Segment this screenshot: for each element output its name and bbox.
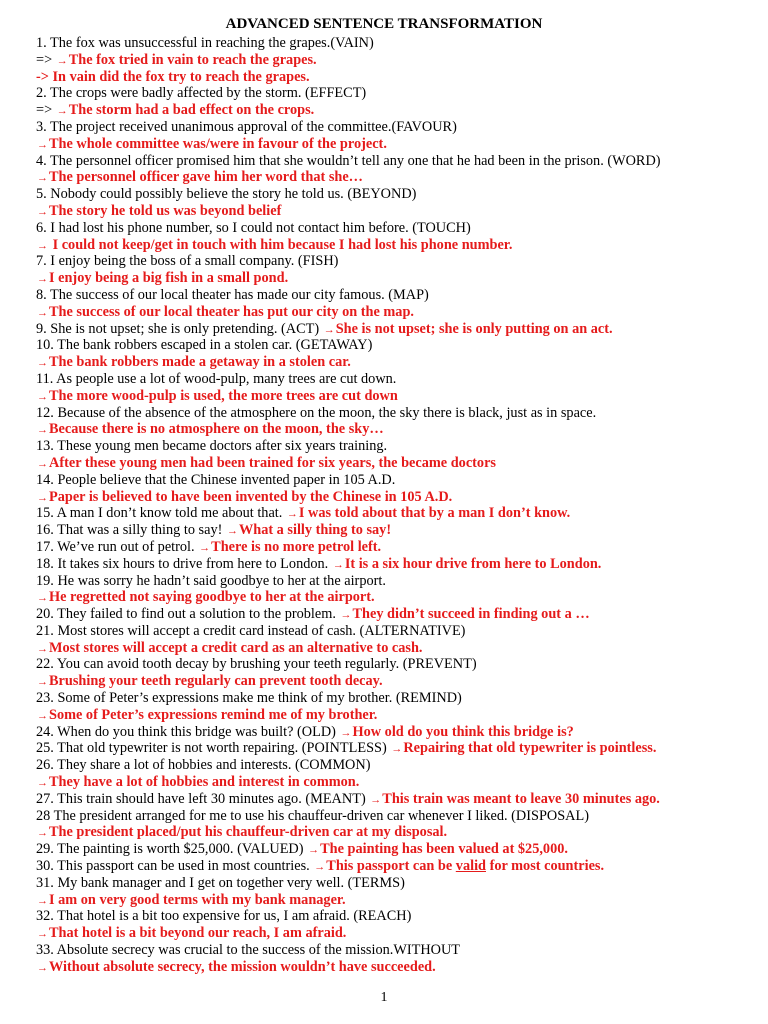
- answer-text: It is a six hour drive from here to London.: [344, 555, 602, 572]
- answer-text: There is no more petrol left.: [211, 538, 382, 555]
- answer-text: The fox tried in vain to reach the grapes.: [68, 51, 317, 68]
- arrow-icon: →: [37, 709, 48, 722]
- text-line: [36, 438, 766, 455]
- text-line: [36, 35, 766, 52]
- text-line: [36, 640, 766, 657]
- arrow-icon: →: [323, 323, 335, 336]
- text-line: [36, 690, 766, 707]
- answer-text: I enjoy being a big fish in a small pond.: [49, 270, 289, 287]
- text-line: [36, 673, 766, 690]
- answer-text: What a silly thing to say!: [238, 522, 392, 539]
- text-line: [36, 321, 766, 338]
- question-text: 15. A man I don’t know told me about that.: [36, 505, 286, 522]
- arrow-icon: →: [37, 357, 48, 370]
- question-text: 25. That old typewriter is not worth repairing. (POINTLESS): [36, 740, 391, 757]
- text-line: [36, 908, 766, 925]
- answer-text-continued: for most countries.: [486, 858, 605, 875]
- question-text: 10. The bank robbers escaped in a stolen car. (GETAWAY): [36, 337, 373, 354]
- arrow-icon: →: [37, 592, 48, 605]
- text-line: [36, 186, 766, 203]
- text-line: [36, 270, 766, 287]
- text-line: [36, 556, 766, 573]
- page-number: 1: [380, 990, 388, 1005]
- answer-text: After these young men had been trained for six years, the became doctors: [49, 454, 496, 471]
- text-line: [36, 304, 766, 321]
- question-text: 18. It takes six hours to drive from here to London.: [36, 555, 332, 572]
- answer-text: Most stores will accept a credit card as an alternative to cash.: [49, 639, 423, 656]
- text-line: [36, 371, 766, 388]
- answer-text: The president placed/put his chauffeur-driven car at my disposal.: [49, 824, 448, 841]
- arrow-icon: →: [340, 609, 352, 622]
- question-text: 5. Nobody could possibly believe the story he told us. (BEYOND): [36, 186, 417, 203]
- answer-text: She is not upset; she is only putting on an act.: [335, 320, 613, 337]
- text-line: [36, 522, 766, 539]
- question-text: 33. Absolute secrecy was crucial to the success of the mission.WITHOUT: [36, 942, 461, 959]
- answer-text: The painting has been valued at $25,000.: [320, 841, 568, 858]
- arrow-icon: →: [37, 138, 48, 151]
- text-line: [36, 52, 766, 69]
- arrow-icon: →: [286, 508, 298, 521]
- text-line: [36, 472, 766, 489]
- text-line: [36, 791, 766, 808]
- answer-text: The storm had a bad effect on the crops.: [68, 102, 315, 119]
- text-line: [36, 656, 766, 673]
- text-line: [36, 169, 766, 186]
- answer-text: Paper is believed to have been invented by the Chinese in 105 A.D.: [49, 488, 453, 505]
- answer-text: -> In vain did the fox try to reach the grapes.: [36, 68, 310, 85]
- text-line: [36, 589, 766, 606]
- answer-text: The more wood-pulp is used, the more trees are cut down: [49, 387, 398, 404]
- answer-text: This passport can be: [326, 858, 456, 875]
- arrow-icon: →: [332, 558, 344, 571]
- text-line: [36, 405, 766, 422]
- question-text: 24. When do you think this bridge was built? (OLD): [36, 723, 340, 740]
- question-text: 1. The fox was unsuccessful in reaching the grapes.(VAIN): [36, 35, 374, 51]
- text-line: [36, 237, 766, 254]
- answer-text: Because there is no atmosphere on the moon, the sky…: [49, 421, 384, 438]
- arrow-icon: →: [37, 424, 48, 437]
- arrow-icon: →: [37, 961, 48, 974]
- exercise-list: [36, 35, 766, 976]
- question-text: 3. The project received unanimous approval of the committee.(FAVOUR): [36, 118, 457, 135]
- arrow-icon: →: [199, 541, 211, 554]
- question-text: 19. He was sorry he hadn’t said goodbye to her at the airport.: [36, 572, 386, 589]
- text-line: [36, 959, 766, 976]
- question-text: 29. The painting is worth $25,000. (VALUED): [36, 841, 308, 858]
- answer-text: Some of Peter’s expressions remind me of my brother.: [49, 706, 378, 723]
- arrow-icon: →: [314, 861, 326, 874]
- question-text: 14. People believe that the Chinese invented paper in 105 A.D.: [36, 471, 396, 488]
- question-text: 8. The success of our local theater has made our city famous. (MAP): [36, 286, 429, 303]
- question-text: 2. The crops were badly affected by the storm. (EFFECT): [36, 85, 367, 102]
- arrow-icon: →: [37, 306, 48, 319]
- question-text: 16. That was a silly thing to say!: [36, 522, 226, 539]
- arrow-icon: →: [37, 491, 48, 504]
- prefix-text: =>: [36, 102, 56, 119]
- arrow-icon: →: [308, 844, 320, 857]
- document-title: ADVANCED SENTENCE TRANSFORMATION: [225, 16, 543, 32]
- answer-text: They have a lot of hobbies and interest in common.: [49, 774, 360, 791]
- arrow-icon: →: [226, 525, 238, 538]
- text-line: [36, 606, 766, 623]
- answer-text: Without absolute secrecy, the mission wouldn’t have succeeded.: [49, 958, 436, 975]
- prefix-text: =>: [36, 51, 56, 68]
- text-line: [36, 623, 766, 640]
- answer-text: I could not keep/get in touch with him because I had lost his phone number.: [49, 236, 513, 253]
- text-line: [36, 455, 766, 472]
- text-line: [36, 875, 766, 892]
- text-line: [36, 85, 766, 102]
- question-text: 30. This passport can be used in most countries.: [36, 858, 314, 875]
- answer-text: The bank robbers made a getaway in a stolen car.: [49, 354, 351, 371]
- arrow-icon: →: [37, 777, 48, 790]
- text-line: [36, 337, 766, 354]
- text-line: [36, 942, 766, 959]
- text-line: [36, 69, 766, 86]
- question-text: 17. We’ve run out of petrol.: [36, 538, 199, 555]
- answer-text: He regretted not saying goodbye to her at the airport.: [49, 589, 375, 606]
- text-line: [36, 841, 766, 858]
- text-line: [36, 253, 766, 270]
- text-line: [36, 388, 766, 405]
- arrow-icon: →: [37, 894, 48, 907]
- text-line: [36, 505, 766, 522]
- answer-text: I was told about that by a man I don’t know.: [298, 505, 571, 522]
- question-text: 11. As people use a lot of wood-pulp, many trees are cut down.: [36, 370, 397, 387]
- text-line: [36, 119, 766, 136]
- text-line: [36, 757, 766, 774]
- question-text: 21. Most stores will accept a credit card instead of cash. (ALTERNATIVE): [36, 622, 466, 639]
- text-line: [36, 203, 766, 220]
- text-line: [36, 740, 766, 757]
- question-text: 20. They failed to find out a solution to the problem.: [36, 606, 340, 623]
- answer-text: Repairing that old typewriter is pointless.: [403, 740, 657, 757]
- answer-text: The success of our local theater has put our city on the map.: [49, 303, 414, 320]
- answer-text: They didn’t succeed in finding out a …: [352, 606, 590, 623]
- question-text: 12. Because of the absence of the atmosphere on the moon, the sky there is black, just as in space.: [36, 404, 597, 421]
- text-line: [36, 808, 766, 825]
- answer-text: The personnel officer gave him her word that she…: [49, 169, 363, 186]
- text-line: [36, 925, 766, 942]
- underlined-word: valid: [455, 858, 486, 875]
- answer-text: The story he told us was beyond belief: [49, 202, 282, 219]
- arrow-icon: →: [37, 457, 48, 470]
- question-text: 13. These young men became doctors after six years training.: [36, 438, 388, 455]
- text-line: [36, 153, 766, 170]
- text-line: [36, 858, 766, 875]
- arrow-icon: →: [37, 676, 48, 689]
- text-line: [36, 707, 766, 724]
- arrow-icon: →: [37, 172, 48, 185]
- text-line: [36, 354, 766, 371]
- text-line: [36, 824, 766, 841]
- text-line: [36, 220, 766, 237]
- arrow-icon: →: [37, 642, 48, 655]
- question-text: 7. I enjoy being the boss of a small company. (FISH): [36, 253, 339, 270]
- arrow-icon: →: [37, 205, 48, 218]
- question-text: 26. They share a lot of hobbies and interests. (COMMON): [36, 757, 371, 774]
- answer-text: That hotel is a bit beyond our reach, I am afraid.: [49, 925, 347, 942]
- text-line: [36, 724, 766, 741]
- text-line: [36, 892, 766, 909]
- answer-text: I am on very good terms with my bank manager.: [49, 891, 346, 908]
- arrow-icon: →: [37, 928, 48, 941]
- text-line: [36, 102, 766, 119]
- text-line: [36, 573, 766, 590]
- arrow-icon: →: [56, 54, 68, 67]
- arrow-icon: →: [37, 239, 48, 252]
- arrow-icon: →: [391, 743, 403, 756]
- arrow-icon: →: [37, 827, 48, 840]
- answer-text: Brushing your teeth regularly can prevent tooth decay.: [49, 673, 383, 690]
- question-text: 4. The personnel officer promised him that she wouldn’t tell any one that he had been in the prison. (WORD): [36, 152, 661, 169]
- arrow-icon: →: [37, 273, 48, 286]
- question-text: 9. She is not upset; she is only pretending. (ACT): [36, 320, 323, 337]
- question-text: 27. This train should have left 30 minutes ago. (MEANT): [36, 790, 370, 807]
- arrow-icon: →: [56, 105, 68, 118]
- answer-text: The whole committee was/were in favour of the project.: [49, 135, 387, 152]
- arrow-icon: →: [370, 793, 382, 806]
- question-text: 32. That hotel is a bit too expensive for us, I am afraid. (REACH): [36, 908, 412, 925]
- question-text: 31. My bank manager and I get on together very well. (TERMS): [36, 874, 405, 891]
- question-text: 22. You can avoid tooth decay by brushing your teeth regularly. (PREVENT): [36, 656, 477, 673]
- question-text: 6. I had lost his phone number, so I could not contact him before. (TOUCH): [36, 219, 471, 236]
- text-line: [36, 489, 766, 506]
- arrow-icon: →: [340, 726, 352, 739]
- text-line: [36, 539, 766, 556]
- question-text: 28 The president arranged for me to use his chauffeur-driven car whenever I liked. (DISPOSAL): [36, 807, 590, 824]
- answer-text: How old do you think this bridge is?: [352, 723, 574, 740]
- text-line: [36, 421, 766, 438]
- text-line: [36, 136, 766, 153]
- question-text: 23. Some of Peter’s expressions make me think of my brother. (REMIND): [36, 690, 462, 707]
- text-line: [36, 774, 766, 791]
- text-line: [36, 287, 766, 304]
- arrow-icon: →: [37, 390, 48, 403]
- answer-text: This train was meant to leave 30 minutes ago.: [382, 790, 660, 807]
